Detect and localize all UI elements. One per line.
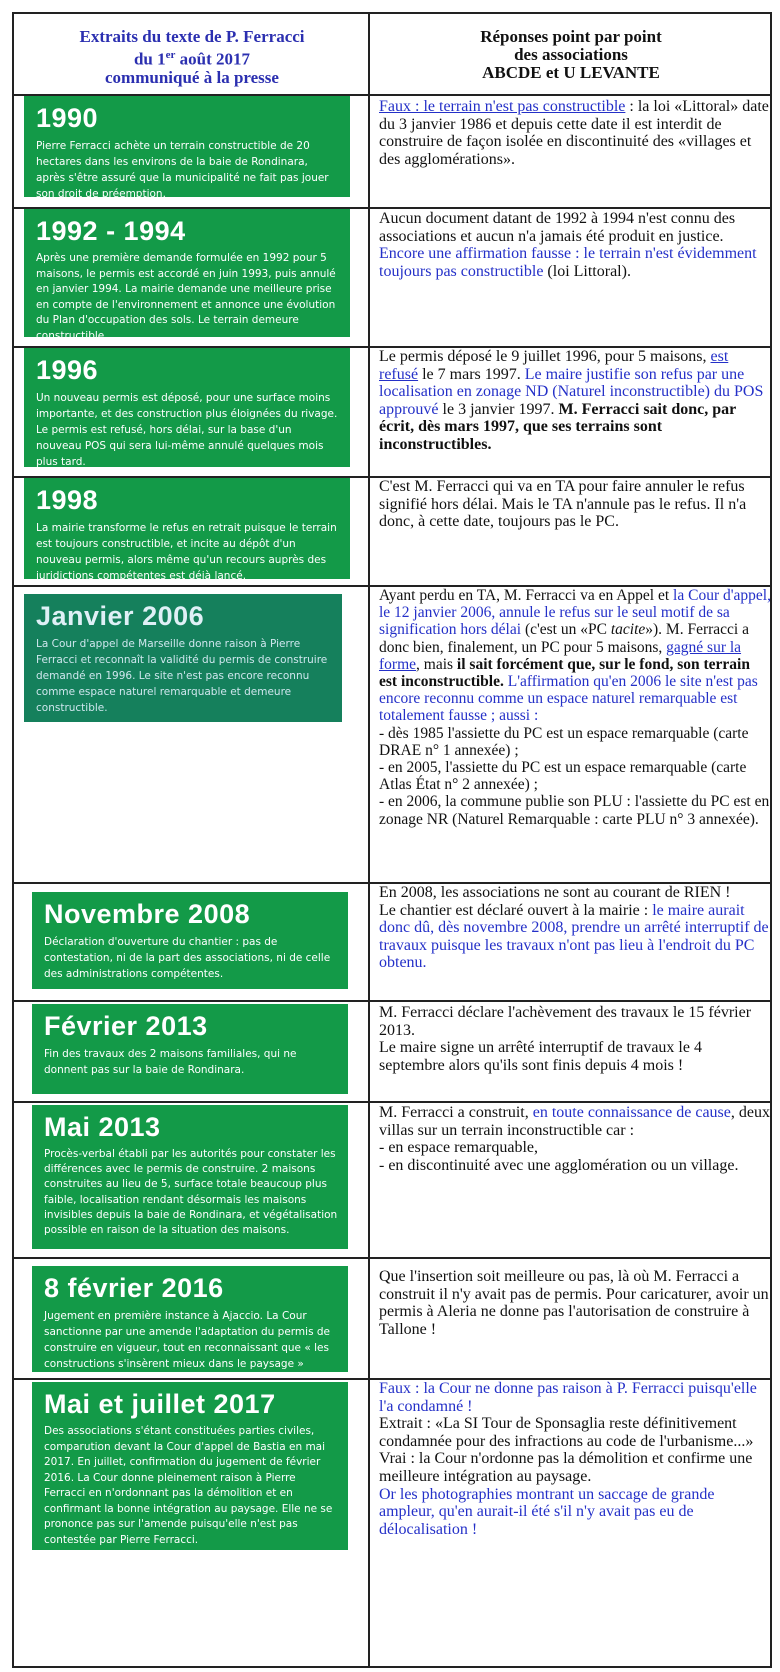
left-column-header (24, 28, 360, 87)
card-text: Après une première demande formulée en 1992 pour 5 maisons, le permis est accordé en juin 1993, puis annulé en janvier 1994. La mairie demande une meilleure prise en compte de l'environnement et annonce une évolution du Plan d'occupation des sols. Le terrain demeure constructible. (36, 252, 336, 342)
response-novembre-2008 (379, 884, 771, 972)
response-8-fevrier-2016 (379, 1268, 771, 1338)
response-mai-juillet-2017 (379, 1380, 771, 1538)
card-text: La mairie transforme le refus en retrait puisque le terrain est toujours constructible, et incite au dépôt d'un nouveau permis, alors même qu'un recours auprès des juridictions compétentes est déjà lancé. (36, 522, 337, 582)
row-divider (14, 1101, 770, 1103)
response-text: Le permis déposé le 9 juillet 1996, pour 5 maisons, (379, 348, 711, 365)
response-bullet: - en 2005, l'assiette du PC est un espace remarquable (carte Atlas État n° 2 annexée) ; (379, 759, 747, 794)
response-1996 (379, 348, 771, 454)
response-highlight: Le maire justifie son refus par une localisation en zonage ND (Naturel inconstructible) du POS approuvé (379, 365, 764, 418)
response-text: , deux villas sur un terrain inconstructible car : (379, 1104, 770, 1139)
response-text: : la loi «Littoral» date du 3 janvier 1986 et depuis cette date il est interdit de construire de façon isolée en discontinuité des «villages et des agglomérations». (379, 98, 769, 168)
card-year: 1990 (36, 103, 99, 133)
response-text: »). M. Ferracci a donc bien, finalement, un PC pour 5 maisons, (379, 621, 749, 656)
card-text: Un nouveau permis est déposé, pour une surface moins importante, et des construction plus éloignées du rivage. Le permis est refusé, hors délai, sur la base d'un nouveau POS qui sera lui-même annulé quelques mois plus tard. (36, 392, 338, 468)
response-text: le 7 mars 1997. (418, 365, 525, 383)
timeline-card-1990 (24, 96, 350, 200)
response-text: Vrai : la Cour n'ordonne pas la démolition et confirme une meilleure intégration au paysage. (379, 1450, 753, 1485)
row-divider (14, 1000, 770, 1002)
response-janvier-2006 (379, 587, 771, 828)
timeline-card-janvier-2006 (24, 594, 342, 722)
response-text: Que l'insertion soit meilleure ou pas, là où M. Ferracci a construit il n'y avait pas de permis. Pour caricaturer, avoir un permis à Aleria ne donne pas l'autorisation de construire à Tallone ! (379, 1268, 769, 1338)
header-left-line: Extraits du texte de P. Ferracci (79, 27, 305, 46)
response-bullet: - en discontinuité avec une agglomération ou un village. (379, 1156, 739, 1174)
response-bullet: - en 2006, la commune publie son PLU : l'assiette du PC est en zonage NR (Naturel Remarquable : carte PLU n° 3 annexée). (379, 793, 770, 828)
column-divider (368, 14, 370, 1666)
response-text: M. Ferracci déclare l'achèvement des travaux le 15 février 2013. (379, 1004, 752, 1039)
response-highlight: Or les photographies montrant un saccage de grande ampleur, qu'en aurait-il été s'il n'y avait pas eu de délocalisation ! (379, 1485, 715, 1538)
header-right-line: des associations (514, 45, 628, 64)
header-right-line: ABCDE et U LEVANTE (482, 63, 660, 82)
card-text: Des associations s'étant constituées parties civiles, comparution devant la Cour d'appel de Bastia en mai 2017. En juillet, confirmation du jugement de février 2016. La Cour donne pleinement raison à Pierre Ferracci en n'ordonnant pas la démolition et en confirmant la bonne intégration au paysage. Elle ne se prononce pas sur l'amende puisqu'elle n'est pas contestée par Pierre Ferracci. (44, 1425, 333, 1546)
timeline-card-mai-2013 (32, 1105, 348, 1249)
response-highlight: L'affirmation qu'en 2006 le site n'est pas encore reconnu comme un espace naturel remarquable est totalement fausse ; aussi : (379, 673, 758, 725)
header-left-line: du 1er août 2017 (133, 49, 251, 69)
right-column-header (374, 28, 768, 82)
timeline-card-fevrier-2013 (32, 1004, 348, 1094)
response-text: , mais (416, 655, 457, 673)
response-highlight: est refusé (379, 348, 729, 383)
response-text: le 3 janvier 1997. (438, 400, 559, 418)
timeline-card-1996 (24, 348, 350, 467)
card-year: 1998 (36, 485, 99, 515)
card-text: Jugement en première instance à Ajaccio. La Cour sanctionne par une amende l'adaptation du permis de construire en vigueur, tout en reconnaissant que « les constructions s'insèrent mieux dans le paysage » (44, 1310, 330, 1370)
card-year: 8 février 2016 (44, 1273, 224, 1303)
response-1992-1994 (379, 210, 771, 280)
response-highlight: gagné sur la forme (379, 638, 742, 673)
response-text: (loi Littoral). (543, 262, 631, 280)
response-highlight: le maire aurait donc dû, dès novembre 2008, prendre un arrêté interruptif de travaux puisque les travaux n'ont pas lieu à l'endroit du PC obtenu. (379, 901, 769, 972)
card-text: Procès-verbal établi par les autorités pour constater les différences avec le permis de construire. 2 maisons construites au lieu de 5, surface totale beaucoup plus faible, localisation rendant désormais les maisons invisibles depuis la baie de Rondinara, et végétalisation possible en raison de la situation des maisons. (44, 1148, 338, 1237)
response-text: Le chantier est déclaré ouvert à la mairie : (379, 901, 653, 919)
response-emphasis: M. Ferracci sait donc, par écrit, dès mars 1997, que ses terrains sont inconstructibles. (379, 400, 736, 453)
response-text: En 2008, les associations ne sont au courant de RIEN ! (379, 884, 731, 901)
response-1990 (379, 98, 771, 168)
response-emphasis: il sait forcément que, sur le fond, son terrain est inconstructible. (379, 655, 750, 691)
comparison-table (12, 12, 772, 1668)
response-text: tacite (610, 621, 646, 639)
response-highlight: Encore une affirmation fausse : le terrain n'est évidemment toujours pas constructible (379, 245, 757, 280)
card-text: La Cour d'appel de Marseille donne raison à Pierre Ferracci et reconnaît la validité du permis de construire demandé en 1996. Le site n'est pas encore reconnu comme espace naturel remarquable et demeure constructible. (36, 638, 328, 714)
timeline-card-mai-juillet-2017 (32, 1382, 348, 1550)
timeline-card-novembre-2008 (32, 892, 348, 989)
card-year: 1992 - 1994 (36, 216, 186, 246)
timeline-card-1998 (24, 478, 350, 582)
response-text: Le maire signe un arrêté interruptif de travaux le 4 septembre alors qu'ils sont finis depuis 4 mois ! (379, 1039, 702, 1074)
response-1998 (379, 478, 771, 531)
response-bullet: - dès 1985 l'assiette du PC est un espace remarquable (carte DRAE n° 1 annexée) ; (379, 724, 749, 759)
card-text: Pierre Ferracci achète un terrain constructible de 20 hectares dans les environs de la baie de Rondinara, après s'être assuré que la municipalité ne fait pas jouer son droit de préemption. (36, 140, 329, 200)
header-right-line: Réponses point par point (480, 27, 662, 46)
card-year: Janvier 2006 (36, 601, 205, 631)
response-mai-2013 (379, 1104, 771, 1174)
card-year: Novembre 2008 (44, 899, 251, 929)
response-fevrier-2013 (379, 1004, 771, 1074)
response-highlight: Faux : le terrain n'est pas constructible (379, 98, 626, 115)
response-text: M. Ferracci a construit, (379, 1104, 533, 1121)
response-highlight: en toute connaissance de cause (532, 1104, 731, 1121)
card-year: Mai 2013 (44, 1112, 161, 1142)
card-year: 1996 (36, 355, 99, 385)
card-text: Fin des travaux des 2 maisons familiales, qui ne donnent pas sur la baie de Rondinara. (44, 1048, 297, 1076)
response-text: Extrait : «La SI Tour de Sponsaglia reste définitivement condamnée pour des infractions au code de l'urbanisme...» (379, 1415, 754, 1450)
response-highlight: Faux : la Cour ne donne pas raison à P. Ferracci puisqu'elle l'a condamné ! (379, 1380, 757, 1415)
header-left-line: communiqué à la presse (105, 67, 279, 87)
response-highlight: la Cour d'appel, le 12 janvier 2006, annule le refus sur le seul motif de sa signification hors délai (379, 587, 771, 639)
timeline-card-1992-1994 (24, 209, 350, 342)
response-text: C'est M. Ferracci qui va en TA pour faire annuler le refus signifié hors délai. Mais le TA n'annule pas le refus. Il n'a donc, à cette date, toujours pas le PC. (379, 478, 747, 531)
response-bullet: - en espace remarquable, (379, 1139, 539, 1157)
card-year: Mai et juillet 2017 (44, 1389, 276, 1419)
response-text: Aucun document datant de 1992 à 1994 n'est connu des associations et aucun n'a jamais été produit en justice. (379, 210, 736, 245)
row-divider (14, 1257, 770, 1259)
response-text: (c'est un «PC (521, 621, 611, 639)
card-year: Février 2013 (44, 1011, 208, 1041)
response-text: Ayant perdu en TA, M. Ferracci va en Appel et (379, 587, 674, 604)
card-text: Déclaration d'ouverture du chantier : pas de contestation, ni de la part des associations, ni de celle des administrations compétentes. (44, 936, 331, 980)
timeline-card-8-fevrier-2016 (32, 1266, 348, 1372)
